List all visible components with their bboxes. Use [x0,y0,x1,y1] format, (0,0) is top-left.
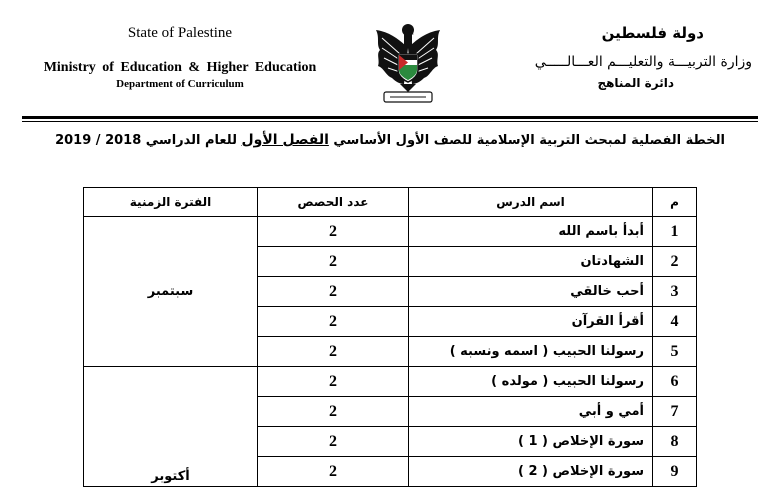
header-lesson-name: اسم الدرس [409,188,653,217]
row-number: 6 [653,367,697,397]
document-title [40,132,740,148]
header-number: م [653,188,697,217]
row-class-count: 2 [258,217,409,247]
row-lesson-name: الشهادتان [409,247,653,277]
row-lesson-name: سورة الإخلاص ( 1 ) [409,427,653,457]
arabic-state-name: دولة فلسطين [601,24,704,42]
letterhead [0,0,780,118]
row-class-count: 2 [258,367,409,397]
header-time-period: الفترة الزمنية [84,188,258,217]
row-class-count: 2 [258,457,409,487]
row-number: 8 [653,427,697,457]
row-lesson-name: سورة الإخلاص ( 2 ) [409,457,653,487]
row-class-count: 2 [258,277,409,307]
header-divider-thick [22,116,758,119]
row-number: 2 [653,247,697,277]
row-number: 5 [653,337,697,367]
title-text-part1: الخطة الفصلية لمبحث التربية الإسلامية للصف الأول الأساسي [328,133,725,148]
arabic-ministry-name: وزارة التربيـــة والتعليـــم العـــالـــــي [534,54,752,70]
arabic-header [452,22,752,90]
table-header-row [84,188,697,217]
row-number: 9 [653,457,697,487]
lesson-plan-table [83,187,697,487]
row-number: 3 [653,277,697,307]
row-number: 7 [653,397,697,427]
row-lesson-name: رسولنا الحبيب ( مولده ) [409,367,653,397]
title-text-part2: للعام الدراسي 2018 / 2019 [55,133,242,148]
table-row [84,367,697,397]
table-row [84,217,697,247]
row-lesson-name: أحب خالقي [409,277,653,307]
row-lesson-name: أقرأ القرآن [409,307,653,337]
period-cell-september: سبتمبر [84,217,258,367]
header-class-count: عدد الحصص [258,188,409,217]
row-class-count: 2 [258,337,409,367]
row-class-count: 2 [258,247,409,277]
header-divider-thin [22,121,758,122]
row-class-count: 2 [258,427,409,457]
row-number: 1 [653,217,697,247]
row-number: 4 [653,307,697,337]
palestine-eagle-emblem-icon [370,18,446,110]
arabic-department-name: دائرة المناهج [597,76,674,90]
row-class-count: 2 [258,307,409,337]
english-state-name: State of Palestine [127,25,233,41]
english-department-name: Department of Curriculum [116,78,244,90]
row-class-count: 2 [258,397,409,427]
row-lesson-name: أبدأ باسم الله [409,217,653,247]
english-header [30,24,330,90]
period-cell-october: أكتوبر [84,367,258,487]
row-lesson-name: أمي و أبي [409,397,653,427]
title-semester-highlight: الفصل الأول [241,132,329,148]
english-ministry-name: Ministry of Education & Higher Education [43,60,317,75]
row-lesson-name: رسولنا الحبيب ( اسمه ونسبه ) [409,337,653,367]
